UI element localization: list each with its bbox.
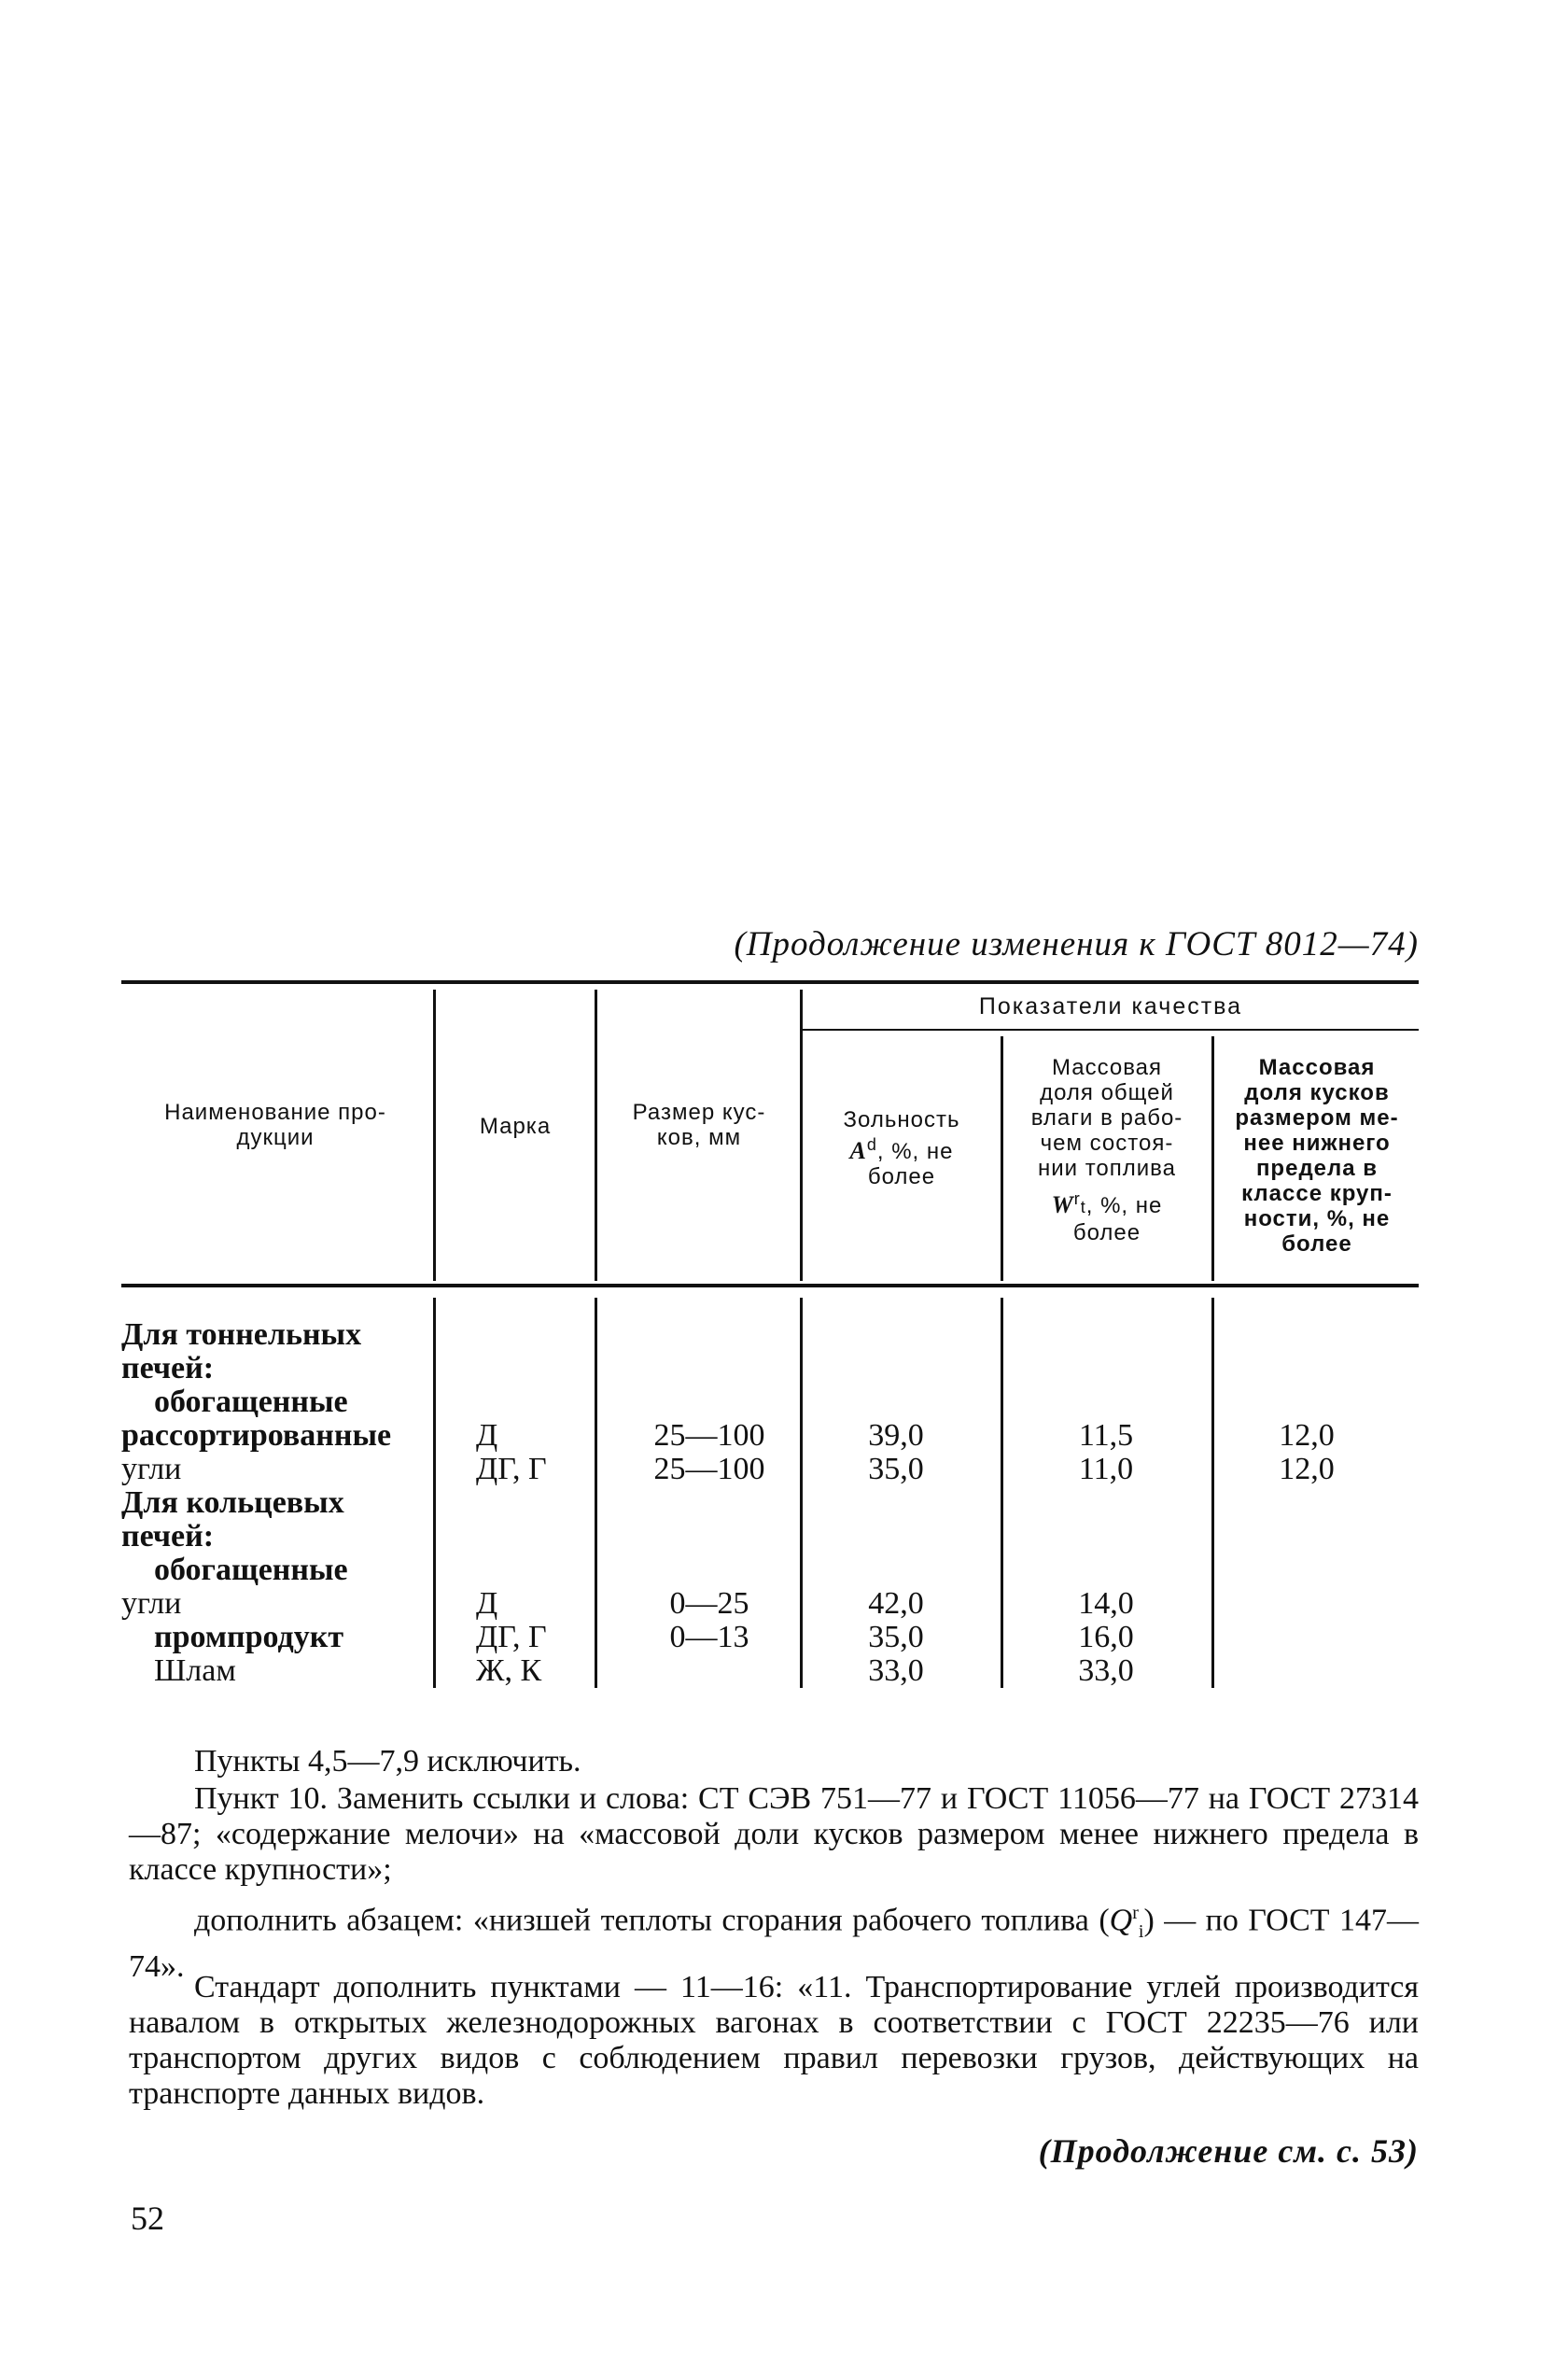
header-note: (Продолжение изменения к ГОСТ 8012—74) — [734, 925, 1419, 963]
row-mark: Д — [476, 1418, 498, 1453]
table-row — [121, 1554, 1419, 1587]
col-divider — [595, 990, 597, 1281]
page-number: 52 — [131, 2200, 164, 2237]
header-text: Зольность — [843, 1107, 960, 1132]
header-text: предела в — [1255, 1156, 1379, 1181]
table-row — [121, 1520, 1419, 1554]
table-row — [121, 1654, 1419, 1688]
col-divider — [1211, 1036, 1214, 1281]
row-size: 25—100 — [653, 1418, 765, 1453]
row-size: 0—13 — [669, 1620, 749, 1654]
header-mark — [437, 1114, 594, 1139]
header-text: дукции — [236, 1125, 315, 1150]
header-text: размером ме- — [1235, 1105, 1399, 1131]
row-name: Для кольцевых — [121, 1485, 344, 1520]
formula-symbol: Q — [1109, 1903, 1133, 1938]
header-text: чем состоя- — [1040, 1131, 1174, 1156]
header-text: , %, не — [1085, 1193, 1163, 1218]
header-text: Марка — [479, 1114, 552, 1139]
table-header-rule — [121, 1284, 1419, 1287]
header-ash — [805, 1107, 999, 1189]
header-text: более — [1281, 1231, 1352, 1257]
header-text: Размер кус- — [632, 1100, 766, 1125]
row-ash: 35,0 — [868, 1452, 924, 1486]
ash-symbol: A — [849, 1137, 867, 1164]
moisture-superscript: r — [1073, 1189, 1081, 1208]
header-text: более — [867, 1164, 936, 1189]
ash-superscript: d — [866, 1135, 877, 1154]
table-row — [121, 1419, 1419, 1453]
table-row — [121, 1621, 1419, 1654]
header-text: ности, %, не — [1243, 1206, 1391, 1231]
header-text: классе круп- — [1241, 1181, 1393, 1206]
row-name: печей: — [121, 1351, 215, 1385]
paragraph-items-11-16: Стандарт дополнить пунктами — 11—16: «11. Транспортирование углей производится навалом в открытых железнодорожных вагонах в соответствии с ГОСТ 22235—76 или транспортом других видов с соблюдением правил перевозки грузов, действующих на транспорте данных видов. — [129, 1970, 1419, 2111]
row-name: угли — [121, 1586, 182, 1621]
row-name: промпродукт — [154, 1620, 344, 1654]
row-moisture: 33,0 — [1078, 1653, 1134, 1688]
header-text: , %, не — [876, 1139, 954, 1164]
header-text: влаги в рабо- — [1030, 1105, 1183, 1131]
row-name: печей: — [121, 1519, 215, 1554]
row-ash: 42,0 — [868, 1586, 924, 1621]
row-fines: 12,0 — [1279, 1452, 1335, 1486]
table-row — [121, 1587, 1419, 1621]
row-name: Шлам — [154, 1653, 236, 1688]
table-row — [121, 1453, 1419, 1486]
header-size — [599, 1100, 799, 1150]
header-text: нее нижнего — [1243, 1131, 1391, 1156]
formula-subscript: i — [1138, 1921, 1144, 1943]
row-ash: 39,0 — [868, 1418, 924, 1453]
row-size: 25—100 — [653, 1452, 765, 1486]
row-name: обогащенные — [154, 1553, 348, 1587]
row-moisture: 14,0 — [1078, 1586, 1134, 1621]
group-header-rule — [803, 1029, 1419, 1031]
row-fines: 12,0 — [1279, 1418, 1335, 1453]
table-top-rule — [121, 980, 1419, 984]
table-row — [121, 1385, 1419, 1419]
row-mark: ДГ, Г — [476, 1452, 547, 1486]
row-moisture: 11,0 — [1078, 1452, 1134, 1486]
moisture-symbol: W — [1051, 1191, 1074, 1218]
row-moisture: 16,0 — [1078, 1620, 1134, 1654]
row-mark: Ж, К — [476, 1653, 542, 1688]
moisture-subscript: t — [1080, 1198, 1086, 1216]
header-fines — [1215, 1055, 1419, 1257]
header-text: Наименование про- — [164, 1100, 386, 1125]
table-row — [121, 1352, 1419, 1385]
header-text: Массовая — [1258, 1055, 1376, 1080]
header-quality-group: Показатели качества — [978, 993, 1243, 1019]
formula-superscript: r — [1132, 1903, 1139, 1923]
paragraph-text: ) — по ГОСТ 147—74». — [129, 1903, 1419, 1985]
col-divider — [1001, 1036, 1003, 1281]
col-divider — [800, 990, 803, 1281]
header-text: более — [1072, 1220, 1141, 1245]
row-name: Для тоннельных — [121, 1317, 362, 1352]
ash-formula — [805, 1132, 999, 1164]
row-mark: Д — [476, 1586, 498, 1621]
header-text: доля общей — [1040, 1080, 1174, 1105]
table-row — [121, 1486, 1419, 1520]
header-text: Массовая — [1051, 1055, 1163, 1080]
row-mark: ДГ, Г — [476, 1620, 547, 1654]
paragraph-exclude: Пункты 4,5—7,9 исключить. — [194, 1744, 581, 1779]
col-divider — [433, 990, 436, 1281]
header-product-name — [121, 1100, 429, 1150]
row-name: угли — [121, 1452, 182, 1486]
header-text: нии топлива — [1037, 1156, 1177, 1181]
row-ash: 33,0 — [868, 1653, 924, 1688]
row-moisture: 11,5 — [1078, 1418, 1134, 1453]
header-text: доля кусков — [1244, 1080, 1390, 1105]
row-name: обогащенные — [154, 1385, 348, 1419]
header-text: ков, мм — [656, 1125, 742, 1150]
row-size: 0—25 — [669, 1586, 749, 1621]
row-ash: 35,0 — [868, 1620, 924, 1654]
table-row — [121, 1318, 1419, 1352]
paragraph-item-10: Пункт 10. Заменить ссылки и слова: СТ СЭВ 751—77 и ГОСТ 11056—77 на ГОСТ 27314—87; «содержание мелочи» на «массовой доли кусков размером менее нижнего предела в классе крупности»; — [129, 1781, 1419, 1887]
paragraph-text: дополнить абзацем: «низшей теплоты сгорания рабочего топлива ( — [194, 1903, 1110, 1938]
continuation-note: (Продолжение см. с. 53) — [1038, 2132, 1419, 2170]
moisture-formula — [1004, 1187, 1210, 1220]
row-name: рассортированные — [121, 1418, 392, 1453]
header-moisture — [1004, 1055, 1210, 1245]
